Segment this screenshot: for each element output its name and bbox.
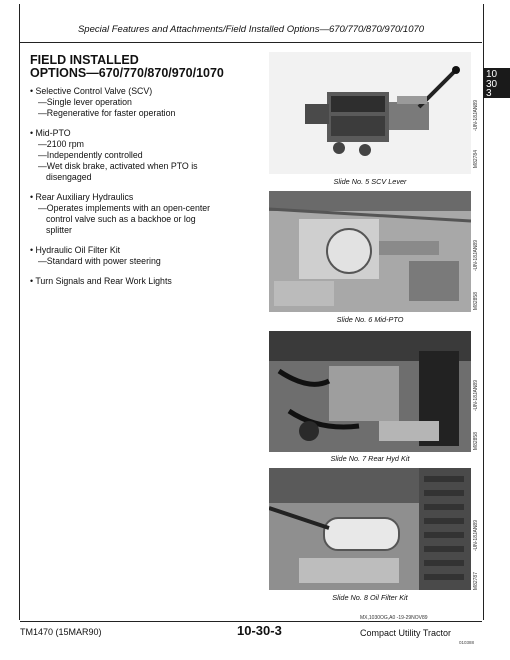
footer-reference-code: MX,1030OG,A0 -19-29NOV89	[360, 615, 428, 621]
option-detail: —Regenerative for faster operation	[38, 108, 176, 118]
figure-code: M82784	[473, 150, 479, 169]
manual-id: TM1470 (15MAR90)	[20, 627, 102, 637]
slide-caption: Slide No. 7 Rear Hyd Kit	[330, 454, 410, 463]
option-title: • Selective Control Valve (SCV)	[30, 86, 153, 96]
figure-code: M82787	[473, 572, 479, 591]
product-name: Compact Utility Tractor	[360, 628, 452, 638]
heading-line: OPTIONS—670/770/870/970/1070	[30, 65, 224, 80]
option-detail: —Independently controlled	[38, 150, 143, 160]
option-title: • Rear Auxiliary Hydraulics	[30, 192, 134, 202]
page-number: 10-30-3	[237, 623, 282, 638]
option-detail: disengaged	[46, 172, 92, 182]
heading-line: FIELD INSTALLED	[30, 53, 139, 67]
section-heading	[30, 54, 224, 79]
figure-code: -UN-18JAN89	[473, 380, 479, 412]
mid-pto-photo	[269, 191, 471, 312]
option-detail: control valve such as a backhoe or log	[46, 214, 196, 224]
option-detail: splitter	[46, 225, 72, 235]
section-tab-line: 10	[486, 69, 498, 80]
option-detail: —Wet disk brake, activated when PTO is	[38, 161, 198, 171]
figure-code: M82858	[473, 432, 479, 451]
option-detail: —2100 rpm	[38, 139, 84, 149]
option-list	[30, 86, 255, 296]
option-title: • Mid-PTO	[30, 128, 71, 138]
figure-code: M82858	[473, 292, 479, 311]
option-detail: —Operates implements with an open-center	[38, 203, 211, 213]
option-detail: —Single lever operation	[38, 97, 132, 107]
section-tab-line: 30	[486, 78, 498, 90]
option-item	[30, 192, 255, 236]
rear-hyd-kit-photo	[269, 331, 471, 452]
header-rule	[20, 42, 482, 43]
oil-filter-kit-photo	[269, 468, 471, 590]
slide-caption: Slide No. 5 SCV Lever	[333, 177, 407, 186]
option-item	[30, 86, 255, 119]
section-tab	[483, 68, 510, 98]
figure-code: -UN-18JAN89	[473, 240, 479, 272]
option-title: • Hydraulic Oil Filter Kit	[30, 245, 121, 255]
option-detail: —Standard with power steering	[38, 256, 161, 266]
footer-small-code: 010388	[459, 640, 475, 645]
section-tab-line: 3	[486, 88, 492, 99]
option-item	[30, 276, 255, 287]
figure-code: -UN-18JAN89	[473, 100, 479, 132]
footer-rule	[20, 621, 482, 622]
figure-code: -UN-18JAN89	[473, 520, 479, 552]
option-item	[30, 128, 255, 183]
slide-caption: Slide No. 8 Oil Filter Kit	[332, 593, 408, 602]
running-header: Special Features and Attachments/Field Installed Options—670/770/870/970/1070	[77, 24, 425, 35]
option-title: • Turn Signals and Rear Work Lights	[30, 276, 172, 286]
scv-lever-photo	[269, 52, 471, 174]
slide-caption: Slide No. 6 Mid-PTO	[336, 315, 404, 324]
option-item	[30, 245, 255, 267]
